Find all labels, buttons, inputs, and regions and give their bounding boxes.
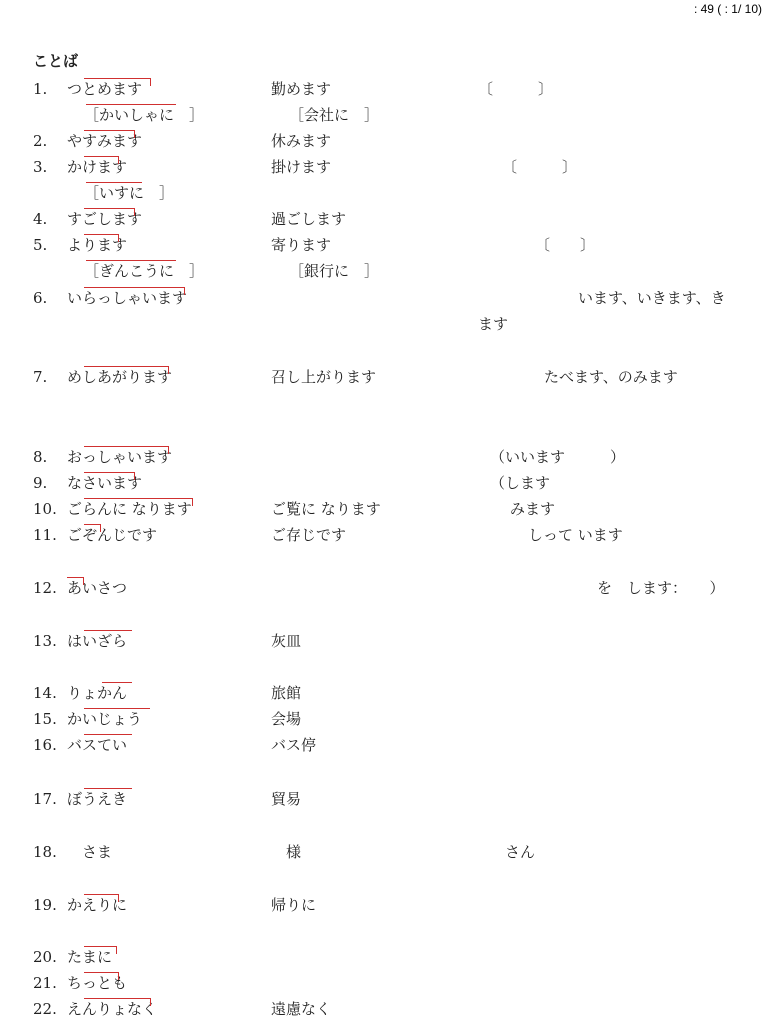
accent-mark <box>84 208 134 209</box>
accent-mark <box>84 998 150 999</box>
item-number: 15. <box>33 710 57 728</box>
item-number: 7. <box>33 368 48 386</box>
vocab-item <box>0 472 768 494</box>
vocab-item-sub <box>0 182 768 204</box>
item-number: 21. <box>33 974 57 992</box>
item-sub-kanji: ［会社に ］ <box>289 106 380 124</box>
accent-mark <box>84 524 100 525</box>
accent-mark <box>84 234 118 235</box>
item-number: 9. <box>33 474 48 492</box>
item-note: 〔 〕 <box>535 236 596 254</box>
accent-mark <box>84 446 168 447</box>
item-kanji: 遠慮なく <box>271 1000 332 1018</box>
vocab-item <box>0 734 768 756</box>
item-kana: あいさつ <box>67 579 128 597</box>
item-number: 12. <box>33 579 57 597</box>
item-kanji: バス停 <box>271 736 317 754</box>
page-info: : 49 ( : 1/ 10) <box>693 2 762 16</box>
vocab-item <box>0 130 768 152</box>
vocab-item <box>0 498 768 520</box>
accent-mark <box>84 287 184 288</box>
item-note-continued: ます <box>478 315 509 333</box>
vocab-item <box>0 682 768 704</box>
item-note: さん <box>505 843 536 861</box>
item-number: 4. <box>33 210 48 228</box>
vocab-item-sub <box>0 260 768 282</box>
accent-mark <box>84 498 192 499</box>
item-number: 3. <box>33 158 48 176</box>
item-kanji: 帰りに <box>271 896 317 914</box>
item-kana: めしあがります <box>67 368 173 386</box>
item-number: 8. <box>33 448 48 466</box>
item-number: 18. <box>33 843 57 861</box>
vocab-item <box>0 208 768 230</box>
item-kana: おっしゃいます <box>67 448 173 466</box>
item-note: しって います <box>528 526 623 544</box>
item-kanji: 過ごします <box>271 210 347 228</box>
accent-mark <box>84 156 118 157</box>
item-kanji: 灰皿 <box>271 632 302 650</box>
item-number: 10. <box>33 500 57 518</box>
item-kana: なさいます <box>67 474 143 492</box>
accent-mark <box>84 788 132 789</box>
accent-mark <box>84 78 150 79</box>
item-kana: ごらんに なります <box>67 500 192 518</box>
item-number: 1. <box>33 80 48 98</box>
vocab-item <box>0 841 768 863</box>
item-note: （します <box>490 474 551 492</box>
item-number: 13. <box>33 632 57 650</box>
vocab-item <box>0 972 768 994</box>
item-number: 20. <box>33 948 57 966</box>
item-kanji: 掛けます <box>271 158 332 176</box>
item-kanji: 会場 <box>271 710 302 728</box>
item-kana: すごします <box>67 210 143 228</box>
item-note: 〔 〕 <box>502 158 578 176</box>
item-kanji: ご覧に なります <box>271 500 381 518</box>
accent-mark <box>86 260 176 261</box>
item-number: 22. <box>33 1000 57 1018</box>
accent-mark <box>86 104 176 105</box>
item-kana: りょかん <box>67 684 128 702</box>
item-kanji: 召し上がります <box>271 368 377 386</box>
item-kana: えんりょなく <box>67 1000 158 1018</box>
item-kana: たまに <box>67 948 113 966</box>
item-kanji: 貿易 <box>271 790 302 808</box>
item-kanji: 様 <box>271 843 302 861</box>
accent-mark <box>84 708 150 709</box>
item-kana: はいざら <box>67 632 128 650</box>
item-kana: ごぞんじです <box>67 526 158 544</box>
item-kanji: 勤めます <box>271 80 332 98</box>
accent-mark <box>84 366 168 367</box>
item-kana: つとめます <box>67 80 143 98</box>
accent-mark <box>84 946 116 947</box>
vocab-item <box>0 998 768 1020</box>
item-note: （いいます ） <box>490 448 626 466</box>
item-kanji: ご存じです <box>271 526 347 544</box>
vocab-item <box>0 446 768 468</box>
vocab-item <box>0 708 768 730</box>
item-kana: かけます <box>67 158 128 176</box>
item-number: 6. <box>33 289 48 307</box>
vocab-item <box>0 577 768 599</box>
item-sub-kanji: ［銀行に ］ <box>289 262 380 280</box>
item-note: みます <box>510 500 556 518</box>
accent-mark <box>84 630 132 631</box>
item-kana: バスてい <box>67 736 128 754</box>
accent-mark <box>86 182 142 183</box>
item-kana: ちっとも <box>67 974 128 992</box>
item-kana: やすみます <box>67 132 143 150</box>
vocab-item <box>0 78 768 100</box>
vocab-item-sub <box>0 104 768 126</box>
item-note: います、いきます、き <box>578 289 726 307</box>
vocab-item <box>0 524 768 546</box>
vocab-item <box>0 287 768 309</box>
item-number: 14. <box>33 684 57 702</box>
item-kana: かいじょう <box>67 710 143 728</box>
item-sub-kana: ［いすに ］ <box>84 184 175 202</box>
item-number: 17. <box>33 790 57 808</box>
vocab-item-sub <box>0 313 768 335</box>
accent-mark <box>84 972 118 973</box>
item-kana: ぼうえき <box>67 790 128 808</box>
accent-mark <box>84 734 132 735</box>
item-kanji: 旅館 <box>271 684 302 702</box>
vocab-item <box>0 788 768 810</box>
vocab-item <box>0 894 768 916</box>
item-number: 2. <box>33 132 48 150</box>
item-note: を します： ） <box>597 579 725 597</box>
item-kana: いらっしゃいます <box>67 289 188 307</box>
vocab-item <box>0 630 768 652</box>
item-number: 19. <box>33 896 57 914</box>
item-number: 11. <box>33 526 57 544</box>
item-kana: よります <box>67 236 128 254</box>
accent-mark <box>67 577 83 578</box>
item-sub-kana: ［かいしゃに ］ <box>84 106 205 124</box>
vocab-item <box>0 234 768 256</box>
item-kana: さま <box>67 843 113 861</box>
vocab-item <box>0 366 768 388</box>
item-kana: かえりに <box>67 896 128 914</box>
item-note: たべます、のみます <box>544 368 678 386</box>
accent-mark <box>84 894 118 895</box>
accent-mark <box>84 130 134 131</box>
item-kanji: 休みます <box>271 132 332 150</box>
section-title: ことば <box>33 52 79 70</box>
item-number: 16. <box>33 736 57 754</box>
item-sub-kana: ［ぎんこうに ］ <box>84 262 205 280</box>
item-note: 〔 〕 <box>478 80 554 98</box>
vocab-item <box>0 156 768 178</box>
accent-mark <box>84 472 134 473</box>
item-kanji: 寄ります <box>271 236 332 254</box>
accent-mark <box>102 682 132 683</box>
item-number: 5. <box>33 236 48 254</box>
